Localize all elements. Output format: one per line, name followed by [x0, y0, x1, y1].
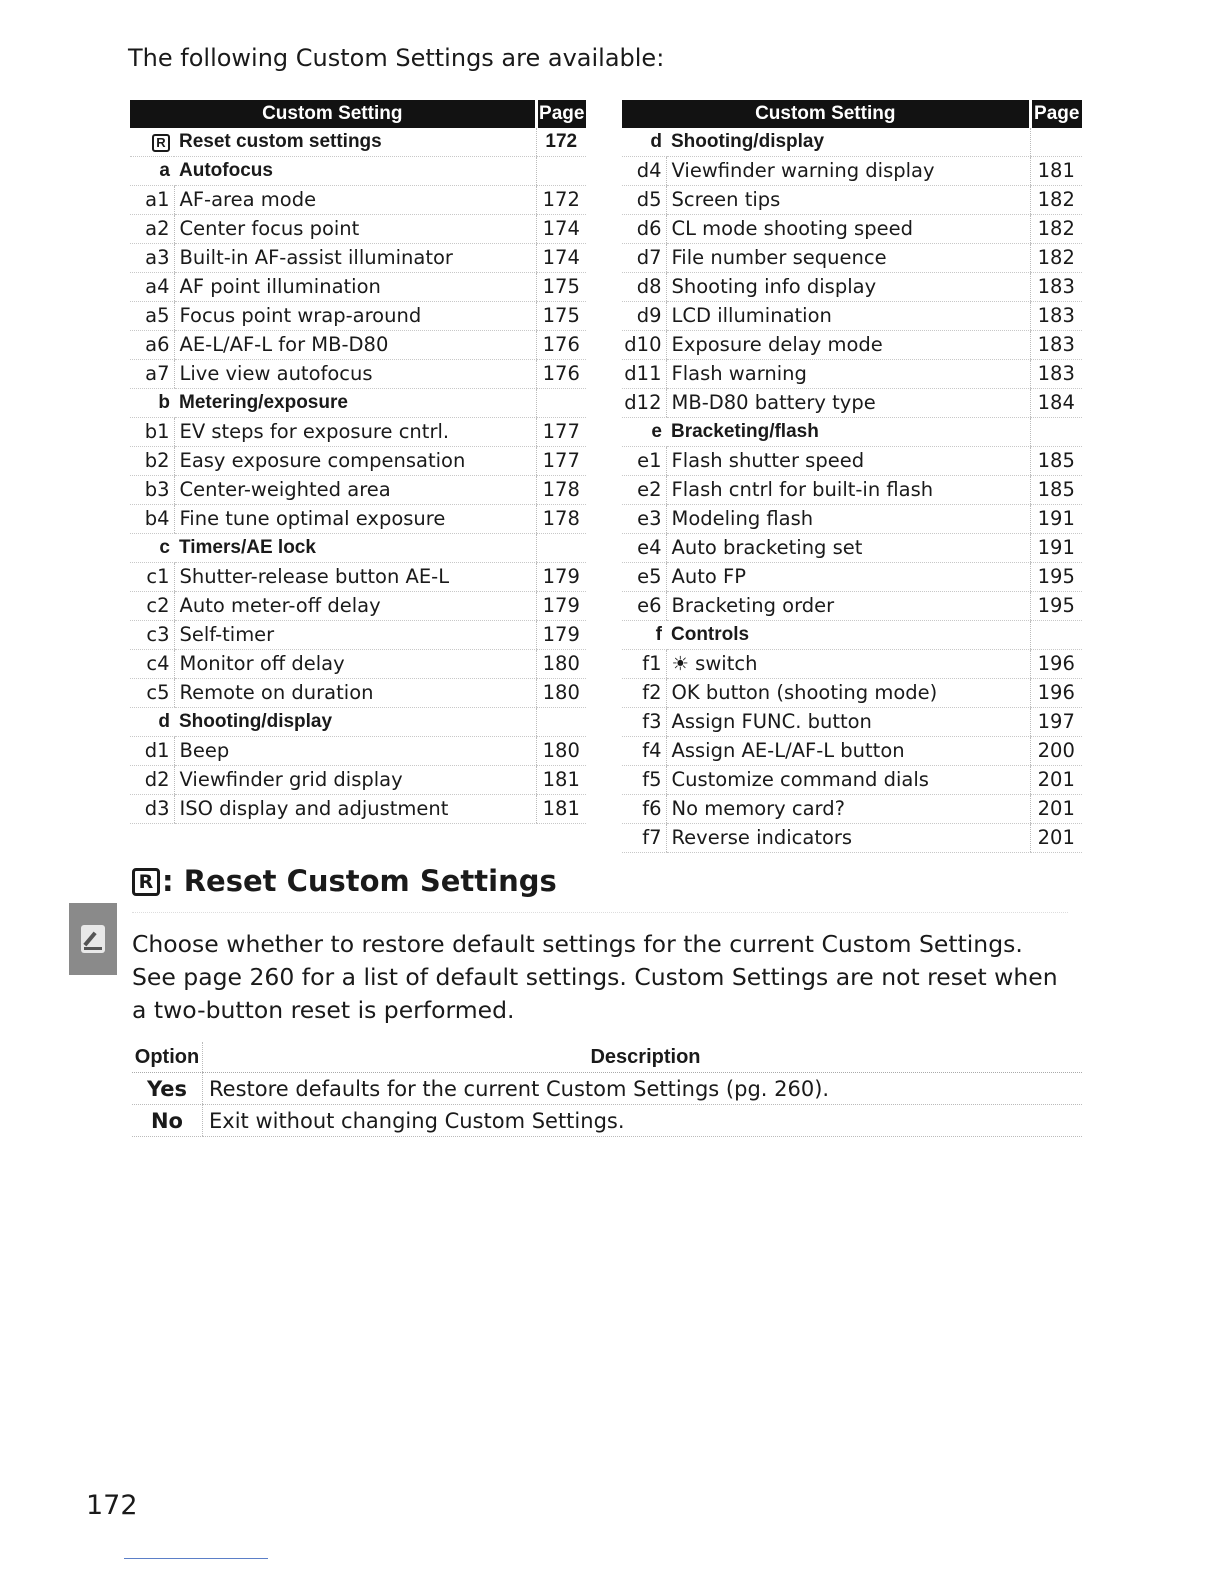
setting-name: Shooting/display [666, 128, 1030, 157]
left-table-body [130, 128, 586, 824]
setting-page: 183 [1030, 360, 1082, 389]
setting-name: Timers/AE lock [174, 534, 536, 563]
custom-settings-tab-icon [69, 903, 117, 975]
setting-code: e3 [622, 505, 666, 534]
setting-page: 200 [1030, 737, 1082, 766]
header-page: Page [536, 100, 586, 128]
setting-name: LCD illumination [666, 302, 1030, 331]
table-row [622, 302, 1082, 331]
setting-name: No memory card? [666, 795, 1030, 824]
setting-name: OK button (shooting mode) [666, 679, 1030, 708]
setting-code: a7 [130, 360, 174, 389]
setting-code: d7 [622, 244, 666, 273]
setting-code: a6 [130, 331, 174, 360]
setting-code: b1 [130, 418, 174, 447]
custom-settings-table-right [622, 100, 1082, 853]
setting-code: e5 [622, 563, 666, 592]
setting-page: 176 [536, 360, 586, 389]
setting-name: Easy exposure compensation [174, 447, 536, 476]
table-row [130, 737, 586, 766]
page-number: 172 [86, 1490, 138, 1521]
setting-page: 197 [1030, 708, 1082, 737]
setting-name: Flash shutter speed [666, 447, 1030, 476]
setting-page: 185 [1030, 447, 1082, 476]
setting-code: d3 [130, 795, 174, 824]
setting-page [1030, 418, 1082, 447]
table-row [130, 418, 586, 447]
table-row [622, 331, 1082, 360]
setting-code: b4 [130, 505, 174, 534]
setting-name: Auto bracketing set [666, 534, 1030, 563]
setting-name: Flash warning [666, 360, 1030, 389]
setting-name: EV steps for exposure cntrl. [174, 418, 536, 447]
header-option: Option [132, 1042, 203, 1073]
setting-page: 175 [536, 273, 586, 302]
setting-page: 179 [536, 592, 586, 621]
table-row [130, 447, 586, 476]
table-row [130, 650, 586, 679]
setting-page: 182 [1030, 186, 1082, 215]
setting-name: File number sequence [666, 244, 1030, 273]
setting-page: 177 [536, 447, 586, 476]
header-page: Page [1030, 100, 1082, 128]
setting-name: Viewfinder grid display [174, 766, 536, 795]
table-row [130, 795, 586, 824]
reset-box-icon: R [132, 868, 160, 896]
group-row [130, 389, 586, 418]
setting-code: f [622, 621, 666, 650]
setting-code: a1 [130, 186, 174, 215]
setting-code: f4 [622, 737, 666, 766]
setting-page: 201 [1030, 824, 1082, 853]
setting-page: 183 [1030, 273, 1082, 302]
setting-code: d8 [622, 273, 666, 302]
header-custom-setting: Custom Setting [130, 100, 536, 128]
setting-code: d5 [622, 186, 666, 215]
pencil-icon [81, 925, 105, 953]
group-row [130, 534, 586, 563]
group-row [130, 128, 586, 157]
group-row [130, 157, 586, 186]
setting-code: d11 [622, 360, 666, 389]
setting-page: 181 [536, 766, 586, 795]
setting-name: Auto meter-off delay [174, 592, 536, 621]
setting-page [536, 708, 586, 737]
setting-page [536, 534, 586, 563]
setting-page: 201 [1030, 766, 1082, 795]
setting-name: Customize command dials [666, 766, 1030, 795]
setting-name: Reverse indicators [666, 824, 1030, 853]
setting-page: 196 [1030, 650, 1082, 679]
setting-name: Metering/exposure [174, 389, 536, 418]
table-row [130, 273, 586, 302]
header-custom-setting: Custom Setting [622, 100, 1030, 128]
setting-code: f3 [622, 708, 666, 737]
setting-name: Monitor off delay [174, 650, 536, 679]
setting-page: 196 [1030, 679, 1082, 708]
setting-code: c5 [130, 679, 174, 708]
setting-page [1030, 128, 1082, 157]
table-row [622, 737, 1082, 766]
setting-code: d1 [130, 737, 174, 766]
options-table [132, 1042, 1082, 1137]
setting-code: b2 [130, 447, 174, 476]
table-row [132, 1073, 1082, 1105]
setting-page: 174 [536, 244, 586, 273]
setting-code: c4 [130, 650, 174, 679]
table-row [622, 534, 1082, 563]
setting-page: 201 [1030, 795, 1082, 824]
setting-name: AF-area mode [174, 186, 536, 215]
setting-page: 182 [1030, 244, 1082, 273]
setting-code: a3 [130, 244, 174, 273]
setting-name: Shooting info display [666, 273, 1030, 302]
setting-name: Flash cntrl for built-in flash [666, 476, 1030, 505]
setting-name: Reset custom settings [174, 128, 536, 157]
table-row [622, 650, 1082, 679]
setting-name: ISO display and adjustment [174, 795, 536, 824]
table-row [130, 505, 586, 534]
table-row [622, 795, 1082, 824]
setting-code: c [130, 534, 174, 563]
setting-name: Focus point wrap-around [174, 302, 536, 331]
setting-page: 175 [536, 302, 586, 331]
setting-name: Bracketing order [666, 592, 1030, 621]
table-row [130, 186, 586, 215]
setting-name: Shutter-release button AE-L [174, 563, 536, 592]
option-value: No [132, 1105, 203, 1137]
setting-name: Center focus point [174, 215, 536, 244]
setting-name: AF point illumination [174, 273, 536, 302]
setting-name: Shooting/display [174, 708, 536, 737]
reset-box-icon: R [152, 134, 170, 152]
setting-page: 179 [536, 563, 586, 592]
table-row [130, 679, 586, 708]
setting-name: Auto FP [666, 563, 1030, 592]
setting-page: 172 [536, 186, 586, 215]
table-row [622, 476, 1082, 505]
setting-name: AE-L/AF-L for MB-D80 [174, 331, 536, 360]
setting-code: b [130, 389, 174, 418]
setting-code: e6 [622, 592, 666, 621]
setting-code [130, 128, 174, 157]
table-row [130, 360, 586, 389]
table-row [622, 592, 1082, 621]
setting-name: Built-in AF-assist illuminator [174, 244, 536, 273]
table-row [130, 766, 586, 795]
setting-name: Assign AE-L/AF-L button [666, 737, 1030, 766]
setting-code: d6 [622, 215, 666, 244]
option-description: Exit without changing Custom Settings. [203, 1105, 1083, 1137]
section-title-text: : Reset Custom Settings [162, 864, 557, 898]
table-row [622, 215, 1082, 244]
setting-page [1030, 621, 1082, 650]
setting-page: 185 [1030, 476, 1082, 505]
group-row [130, 708, 586, 737]
setting-name: Center-weighted area [174, 476, 536, 505]
setting-code: d9 [622, 302, 666, 331]
setting-page: 176 [536, 331, 586, 360]
setting-page: 181 [536, 795, 586, 824]
setting-code: e2 [622, 476, 666, 505]
setting-name: Screen tips [666, 186, 1030, 215]
setting-code: c3 [130, 621, 174, 650]
table-row [622, 505, 1082, 534]
group-row [622, 621, 1082, 650]
table-row [622, 679, 1082, 708]
header-description: Description [203, 1042, 1083, 1073]
setting-name: Autofocus [174, 157, 536, 186]
setting-code: f7 [622, 824, 666, 853]
setting-page: 180 [536, 737, 586, 766]
table-row [622, 273, 1082, 302]
intro-text: The following Custom Settings are available: [128, 44, 665, 72]
setting-code: e1 [622, 447, 666, 476]
table-row [132, 1105, 1082, 1137]
setting-name: Remote on duration [174, 679, 536, 708]
setting-page: 180 [536, 650, 586, 679]
setting-page [536, 389, 586, 418]
setting-name: ☀ switch [666, 650, 1030, 679]
setting-name: Live view autofocus [174, 360, 536, 389]
title-divider [132, 912, 1068, 913]
setting-code: a5 [130, 302, 174, 331]
group-row [622, 418, 1082, 447]
setting-code: d2 [130, 766, 174, 795]
setting-code: f2 [622, 679, 666, 708]
setting-code: a2 [130, 215, 174, 244]
setting-name: CL mode shooting speed [666, 215, 1030, 244]
table-row [130, 563, 586, 592]
setting-name: Fine tune optimal exposure [174, 505, 536, 534]
setting-code: a4 [130, 273, 174, 302]
setting-page: 179 [536, 621, 586, 650]
table-row [622, 563, 1082, 592]
setting-page: 184 [1030, 389, 1082, 418]
footer-rule [124, 1558, 268, 1559]
setting-code: f1 [622, 650, 666, 679]
option-value: Yes [132, 1073, 203, 1105]
table-row [130, 244, 586, 273]
section-title [132, 864, 557, 898]
setting-code: d4 [622, 157, 666, 186]
table-row [622, 157, 1082, 186]
setting-page: 195 [1030, 592, 1082, 621]
table-row [130, 302, 586, 331]
section-body: Choose whether to restore default settings for the current Custom Settings. See page 260 for a list of default settings. Custom Settings are not reset when a two-button reset is performed. [132, 930, 1058, 1024]
setting-code: d [130, 708, 174, 737]
setting-page: 183 [1030, 302, 1082, 331]
custom-settings-table-left [130, 100, 586, 824]
setting-page [536, 157, 586, 186]
table-row [622, 824, 1082, 853]
setting-page: 181 [1030, 157, 1082, 186]
setting-page: 177 [536, 418, 586, 447]
table-row [622, 360, 1082, 389]
setting-code: c2 [130, 592, 174, 621]
setting-page: 172 [536, 128, 586, 157]
setting-code: d [622, 128, 666, 157]
setting-name: Self-timer [174, 621, 536, 650]
table-row [622, 244, 1082, 273]
setting-code: e [622, 418, 666, 447]
setting-code: e4 [622, 534, 666, 563]
table-row [130, 331, 586, 360]
setting-name: Assign FUNC. button [666, 708, 1030, 737]
setting-page: 191 [1030, 505, 1082, 534]
setting-page: 183 [1030, 331, 1082, 360]
table-row [130, 592, 586, 621]
group-row [622, 128, 1082, 157]
setting-name: Exposure delay mode [666, 331, 1030, 360]
setting-code: c1 [130, 563, 174, 592]
table-row [130, 476, 586, 505]
setting-page: 174 [536, 215, 586, 244]
setting-code: d10 [622, 331, 666, 360]
setting-page: 191 [1030, 534, 1082, 563]
setting-name: Controls [666, 621, 1030, 650]
setting-code: d12 [622, 389, 666, 418]
table-row [130, 621, 586, 650]
setting-page: 178 [536, 476, 586, 505]
setting-name: MB-D80 battery type [666, 389, 1030, 418]
table-row [622, 186, 1082, 215]
table-row [622, 389, 1082, 418]
setting-name: Bracketing/flash [666, 418, 1030, 447]
table-row [622, 766, 1082, 795]
setting-code: b3 [130, 476, 174, 505]
setting-name: Modeling flash [666, 505, 1030, 534]
setting-code: a [130, 157, 174, 186]
setting-page: 195 [1030, 563, 1082, 592]
setting-code: f6 [622, 795, 666, 824]
setting-name: Beep [174, 737, 536, 766]
setting-page: 180 [536, 679, 586, 708]
setting-code: f5 [622, 766, 666, 795]
right-table-body [622, 128, 1082, 853]
option-description: Restore defaults for the current Custom Settings (pg. 260). [203, 1073, 1083, 1105]
setting-name: Viewfinder warning display [666, 157, 1030, 186]
setting-page: 178 [536, 505, 586, 534]
table-row [622, 447, 1082, 476]
table-row [130, 215, 586, 244]
setting-page: 182 [1030, 215, 1082, 244]
table-row [622, 708, 1082, 737]
